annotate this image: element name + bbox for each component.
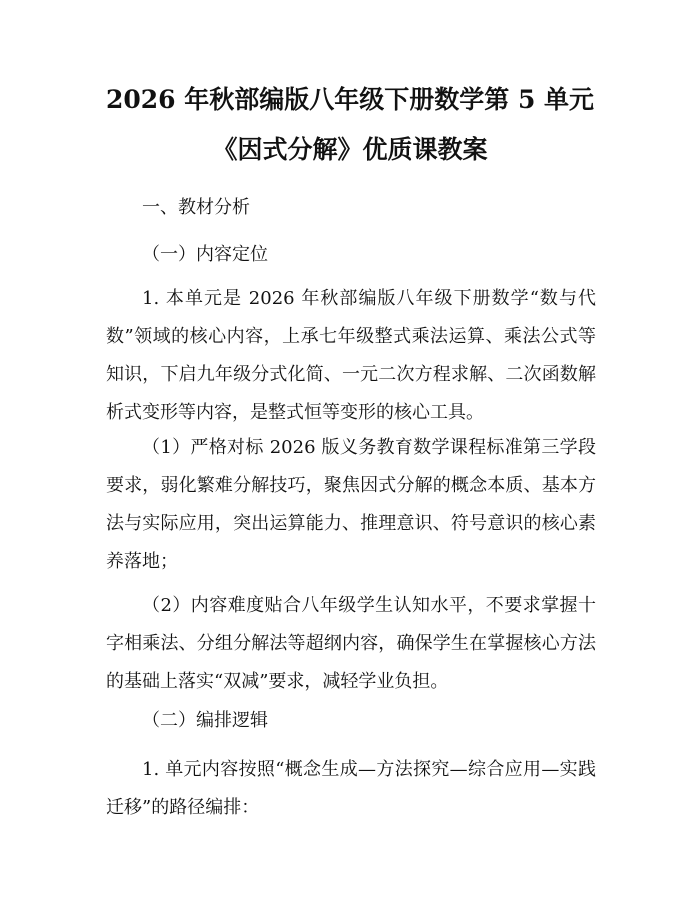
document-title-line2: 《因式分解》优质课教案 <box>212 135 488 164</box>
subsection-heading-content-positioning: （一）内容定位 <box>142 244 268 265</box>
paragraph-difficulty-level: （2）内容难度贴合八年级学生认知水平，不要求掌握十字相乘法、分组分解法等超纲内容，确保学生在掌握核心方法的基础上落实“双减”要求，减轻学业负担。 <box>106 595 596 692</box>
paragraph-curriculum-standard: （1）严格对标 2026 版义务教育数学课程标准第三学段要求，弱化繁难分解技巧，聚焦因式分解的概念本质、基本方法与实际应用，突出运算能力、推理意识、符号意识的核心素养落地； <box>106 437 596 572</box>
subsection-heading-arrangement-logic: （二）编排逻辑 <box>142 710 268 731</box>
section-heading-textbook-analysis: 一、教材分析 <box>142 197 250 218</box>
document-title-line1: 2026 年秋部编版八年级下册数学第 5 单元 <box>105 85 595 114</box>
paragraph-unit-overview: 1. 本单元是 2026 年秋部编版八年级下册数学“数与代数”领域的核心内容，上承七年级整式乘法运算、乘法公式等知识，下启九年级分式化简、一元二次方程求解、二次函数解析式变形等内容，是整式恒等变形的核心工具。 <box>106 288 596 423</box>
paragraph-arrangement-path: 1. 单元内容按照“概念生成—方法探究—综合应用—实践迁移”的路径编排： <box>106 759 596 818</box>
